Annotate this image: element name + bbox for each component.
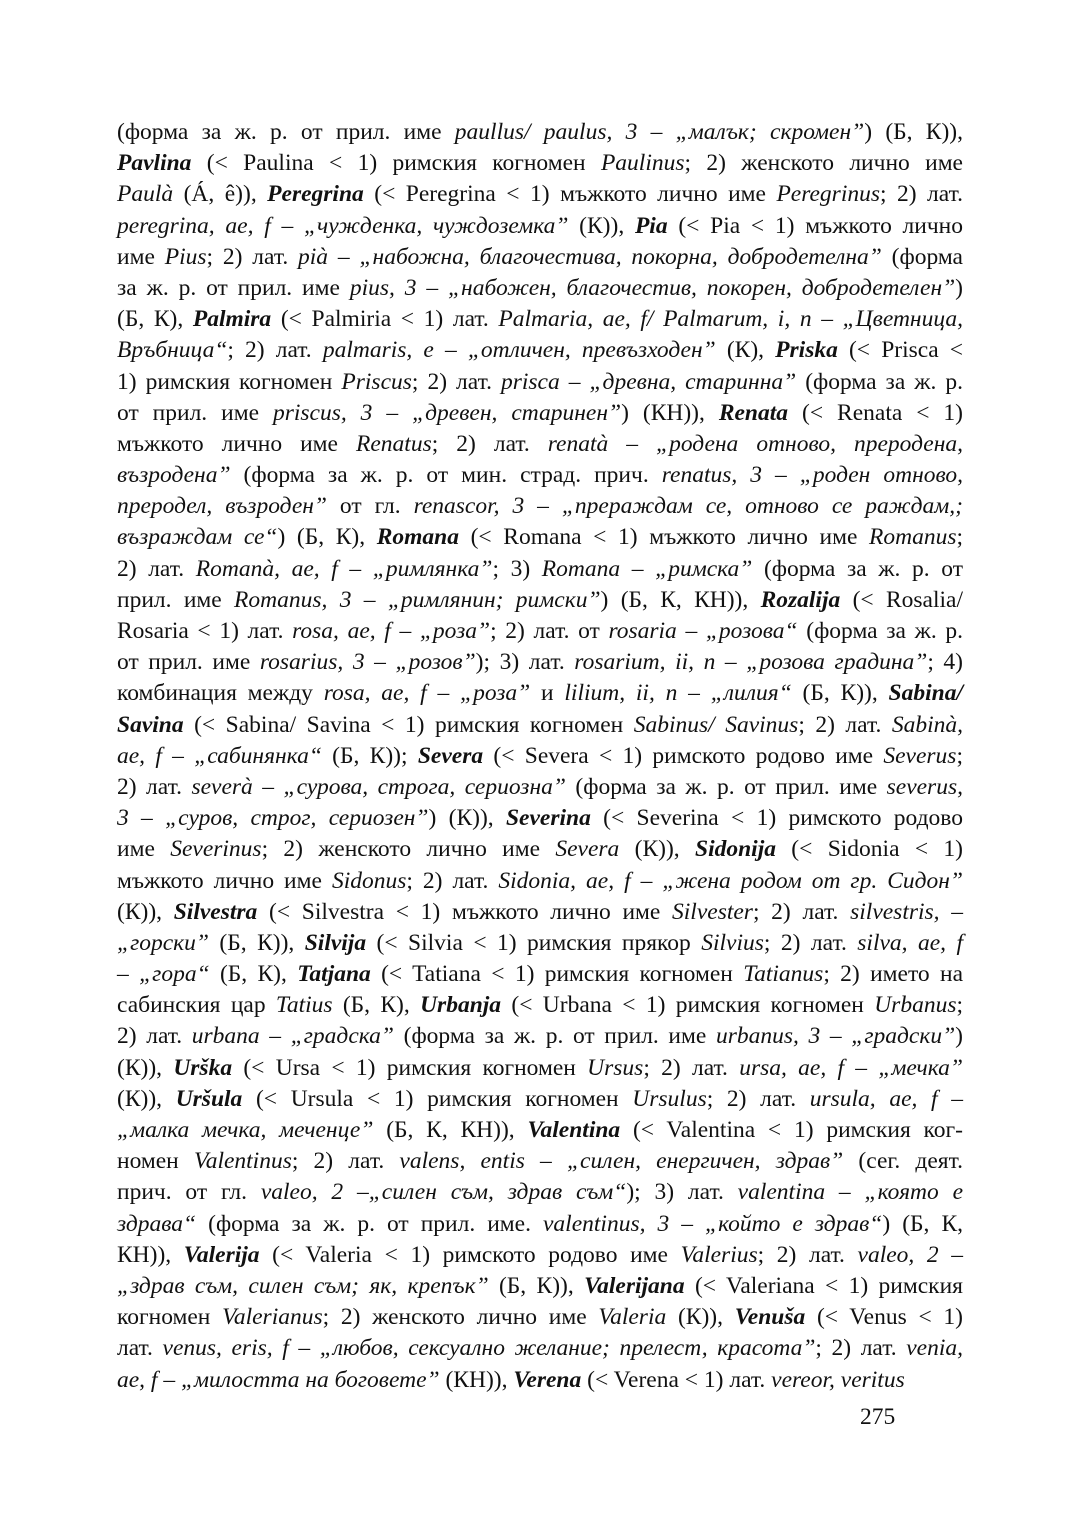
text-run: 2) лат. [117, 555, 196, 582]
italic-run: ae, f – „сабинянка“ [117, 742, 322, 769]
italic-run: renatus, 3 – „роден отново, [661, 462, 963, 489]
italic-run: Romanà, ae, f – „римлянка” [195, 555, 493, 582]
text-run: (Б, К, КН)), [373, 1117, 528, 1143]
text-run: ; 2) лат. [752, 898, 851, 925]
text-run: (форма за ж. р. от [752, 555, 963, 582]
italic-run: Severinus [170, 836, 262, 863]
italic-run: paullus/ paulus, 3 – „малък; скромен” [454, 119, 865, 145]
text-run: ; 2) лат. [227, 337, 323, 364]
text-line [117, 1240, 963, 1271]
text-run: от гл. [326, 493, 414, 520]
italic-run: venus, eris, f – „любов, сексуално желание; прелест, красота” [162, 1335, 816, 1362]
italic-run: lilium, ii, n – „лилия“ [564, 680, 792, 707]
italic-run: Paulinus [600, 150, 685, 177]
text-run: ) (Б, К), [277, 524, 377, 551]
italic-run: – „гора“ [117, 961, 210, 988]
text-line [117, 367, 963, 398]
text-run: ; 2) женското лично име [261, 836, 556, 863]
text-run: ) (Б, К)), [864, 119, 963, 145]
text-run: сабинския цар [117, 992, 276, 1019]
text-run: (Б, К)), [791, 680, 889, 707]
text-run: (Б, К), [332, 992, 421, 1019]
italic-run: Ursus [587, 1054, 644, 1081]
italic-run: „здрав съм, силен съм; як, крепък” [117, 1272, 489, 1299]
text-run: ; 2) лат. [706, 1085, 810, 1112]
text-run: Rosaria < 1) лат. [117, 618, 293, 644]
text-line [117, 304, 963, 335]
text-run: ; 2) лат. [406, 867, 499, 894]
headword: Venuša [734, 1304, 806, 1331]
italic-run: silva, ae, f [857, 929, 963, 956]
headword: Sabina/ [888, 680, 963, 707]
text-run: ; 2) женското лично име [684, 150, 963, 177]
italic-run: Urbanus [874, 992, 957, 1019]
text-run: ; [956, 992, 963, 1019]
text-run: ; 2) женското лично име [322, 1304, 599, 1331]
text-line [117, 897, 963, 928]
italic-run: urbanus, 3 – „градски” [715, 1023, 956, 1050]
italic-run: Silvester [672, 898, 753, 925]
text-run: ; 2) лат. [815, 1335, 907, 1362]
italic-run: palmaris, e – „отличен, превъзходен” [322, 337, 716, 364]
text-run: ; 2) лат. [291, 1148, 400, 1175]
text-run: (К), [715, 337, 776, 364]
text-line [117, 928, 963, 959]
page-number: 275 [860, 1404, 896, 1430]
text-run: (< Rosalia/ [840, 586, 963, 613]
italic-run: rosaria – „розова“ [608, 618, 798, 644]
text-line [117, 1115, 963, 1146]
headword: Romana [376, 524, 459, 551]
italic-run: Sidonus [331, 867, 407, 894]
headword: Pavlina [117, 150, 192, 177]
text-line [117, 959, 963, 990]
text-run: (< Severina < 1) римското родово [590, 805, 963, 832]
text-line [117, 398, 963, 429]
italic-run: „малка мечка, меченце” [117, 1117, 374, 1143]
text-run: (форма за ж. р. от прил. име [117, 119, 455, 145]
italic-run: Sabinus/ Savinus [633, 711, 799, 738]
text-run: (< Peregrina < 1) мъжкото лично име [363, 181, 777, 208]
headword: Verena [513, 1366, 582, 1393]
text-run: (< Valentina < 1) римския ког- [620, 1117, 963, 1143]
text-line [117, 1146, 963, 1177]
text-run: (К)), [117, 898, 174, 925]
text-run: ; 2) лат. [798, 711, 892, 738]
text-run: (Б, К)), [488, 1272, 585, 1299]
text-run: (< Silvestra < 1) мъжкото лично име [257, 898, 673, 925]
italic-run: ae, f – „милостта на боговете” [117, 1366, 440, 1393]
text-line [117, 1021, 963, 1052]
text-line [117, 522, 963, 553]
body-text [117, 117, 963, 1396]
text-run: (< Severa < 1) римското родово име [483, 742, 884, 769]
headword: Valentina [527, 1117, 621, 1143]
text-run: ; 4) [927, 649, 964, 676]
text-run: (Б, К), [209, 961, 298, 988]
italic-run: „горски” [117, 929, 209, 956]
italic-run: venia, [906, 1335, 963, 1362]
text-run: ) [955, 1023, 963, 1050]
italic-run: priscus, 3 – „древен, старинен” [272, 399, 622, 426]
text-run: (форма за ж. р. [796, 368, 963, 395]
italic-run: valeo, 2 – [857, 1241, 964, 1268]
text-run: (< Tatiana < 1) римския когномен [370, 961, 744, 988]
italic-run: Valentinus [193, 1148, 292, 1175]
text-run: (форма за ж. р. от прил. име [393, 1023, 716, 1050]
italic-run: възраждам се“ [117, 524, 278, 551]
text-line [117, 1365, 963, 1396]
text-run: (форма [881, 243, 963, 270]
text-run: (сег. деят. [843, 1148, 963, 1175]
headword: Renata [718, 399, 789, 426]
italic-run: Priscus [341, 368, 412, 395]
text-run: ; 2) лат. [206, 243, 299, 270]
text-line [117, 554, 963, 585]
italic-run: Valerianus [222, 1304, 323, 1331]
italic-run: Sabinà, [891, 711, 963, 738]
text-run: ) (КН)), [621, 399, 719, 426]
italic-run: pià – „набожна, благочестива, покорна, добродетелна” [298, 243, 882, 270]
italic-run: rosarius, 3 – „розов” [259, 649, 476, 676]
italic-run: valeo, 2 –„силен съм, здрав съм“ [260, 1179, 627, 1206]
text-run: име [117, 243, 165, 270]
headword: Valerija [183, 1241, 260, 1268]
text-run: (< Venus < 1) [805, 1304, 963, 1331]
text-run: когномен [117, 1304, 223, 1331]
text-run: (К)), [619, 836, 695, 863]
text-run: мъжкото лично име [117, 867, 332, 894]
headword: Priska [775, 337, 838, 364]
text-run: ; 2) лат. [757, 1241, 858, 1268]
italic-run: rosa, ae, f – „роза” [292, 618, 491, 644]
text-run: (форма за ж. р. от прил. име [565, 773, 887, 800]
italic-run: valentinus, 3 – „който е здрав“ [543, 1210, 883, 1237]
text-run: (форма за ж. р. от прил. име. [196, 1210, 543, 1237]
italic-run: Paulà [117, 181, 174, 208]
text-run: ; 2) лат. [411, 368, 501, 395]
text-run: ) (К)), [428, 805, 506, 832]
italic-run: severà – „сурова, строга, сериозна” [191, 773, 566, 800]
italic-run: 3 – „суров, строг, сериозен” [117, 805, 429, 832]
text-line [117, 1333, 963, 1364]
text-run: (Б, К)), [208, 929, 305, 956]
text-line [117, 647, 963, 678]
text-run: лат. [117, 1335, 163, 1362]
text-run: (К)), [568, 212, 635, 239]
text-run: ; 3) [492, 555, 542, 582]
italic-run: Връбница“ [117, 337, 228, 364]
italic-run: vereor, veritus [771, 1366, 905, 1393]
text-run: (< Silvia < 1) римския прякор [366, 929, 702, 956]
text-run: (Б, К)); [321, 742, 418, 769]
italic-run: Silvius [701, 929, 764, 956]
text-run: ; 2) лат. [431, 430, 548, 457]
italic-run: Palmaria, ae, f/ Palmarum, i, n – „Цветница, [498, 306, 963, 333]
italic-run: преродел, възроден” [117, 493, 327, 520]
italic-run: Valerius [680, 1241, 758, 1268]
headword: Urška [173, 1054, 233, 1081]
text-line [117, 117, 963, 148]
text-run: (форма за ж. р. [797, 618, 963, 644]
headword: Tatjana [297, 961, 371, 988]
text-run: (КН)), [439, 1366, 514, 1393]
text-line [117, 866, 963, 897]
italic-run: ursula, ae, f – [809, 1085, 963, 1112]
headword: Valerijana [584, 1272, 685, 1299]
headword: Silvija [304, 929, 367, 956]
text-run: КН)), [117, 1241, 184, 1268]
text-run: (< Prisca < [837, 337, 963, 364]
text-line [117, 460, 963, 491]
text-run: (< Renata < 1) [788, 399, 964, 426]
text-line [117, 491, 963, 522]
text-run: ); 3) лат. [475, 649, 575, 676]
headword: Savina [117, 711, 184, 738]
text-line [117, 1177, 963, 1208]
text-run: ; 2) лат. [880, 181, 963, 208]
text-run: ); 3) лат. [626, 1179, 738, 1206]
text-run: и [530, 680, 565, 707]
headword: Silvestra [173, 898, 258, 925]
italic-run: Romana – „римска” [541, 555, 753, 582]
text-line [117, 148, 963, 179]
headword: Urbanja [420, 992, 502, 1019]
text-run: мъжкото лично име [117, 430, 356, 457]
italic-run: renatà – „родена отново, преродена, [547, 430, 963, 457]
headword: Severa [417, 742, 484, 769]
text-run: (< Palmiria < 1) лат. [271, 306, 499, 333]
italic-run: rosa, ae, f – „роза” [323, 680, 531, 707]
italic-run: Tatianus [743, 961, 824, 988]
text-run: (< Valeriana < 1) римския [684, 1272, 963, 1299]
text-line [117, 678, 963, 709]
italic-run: Renatus [356, 430, 432, 457]
text-line [117, 741, 963, 772]
italic-run: Severus [883, 742, 957, 769]
text-run: ; [956, 524, 964, 551]
text-run: (К)), [666, 1304, 735, 1331]
headword: Pia [634, 212, 668, 239]
text-run: ; 2) името на [823, 961, 963, 988]
text-run: име [117, 836, 171, 863]
italic-run: Ursulus [632, 1085, 707, 1112]
italic-run: здрава“ [117, 1210, 197, 1237]
text-run: (< Romana < 1) мъжкото лично име [458, 524, 869, 551]
italic-run: Romanus, 3 – „римлянин; римски” [234, 586, 601, 613]
headword: Peregrina [267, 181, 364, 208]
italic-run: peregrina, ae, f – „чужденка, чуждоземка” [117, 212, 569, 239]
text-run: комбинация между [117, 680, 324, 707]
text-run: (< Ursula < 1) римския когномен [242, 1085, 633, 1112]
text-line [117, 179, 963, 210]
text-line [117, 990, 963, 1021]
text-run: (< Valeria < 1) римското родово име [259, 1241, 681, 1268]
text-line [117, 1053, 963, 1084]
italic-run: Sidonia, ae, f – „жена родом от гр. Сидон” [498, 867, 963, 894]
text-run: за ж. р. от прил. име [117, 274, 350, 301]
italic-run: valentina – „която е [737, 1179, 964, 1206]
headword: Palmira [192, 306, 272, 333]
text-line [117, 616, 963, 647]
text-run: 2) лат. [117, 1023, 192, 1050]
text-line [117, 1209, 963, 1240]
text-line [117, 1271, 963, 1302]
text-line [117, 1302, 963, 1333]
text-run: (К)), [117, 1085, 176, 1112]
text-run: (< Sidonia < 1) [775, 836, 963, 863]
italic-run: Severa [555, 836, 620, 863]
text-line [117, 710, 963, 741]
text-run: прич. от гл. [117, 1179, 261, 1206]
italic-run: Valeria [598, 1304, 667, 1331]
italic-run: renascor, 3 – „прераждам се, отново се раждам,; [413, 493, 963, 520]
text-line [117, 242, 963, 273]
text-line [117, 772, 963, 803]
italic-run: Pius [164, 243, 207, 270]
italic-run: silvestris, – [850, 898, 963, 925]
text-line [117, 335, 963, 366]
text-line [117, 211, 963, 242]
text-run: 2) лат. [117, 773, 192, 800]
italic-run: pius, 3 – „набожен, благочестив, покорен, добродетелен” [349, 274, 956, 301]
italic-run: Peregrinus [776, 181, 880, 208]
text-line [117, 585, 963, 616]
italic-run: urbana – „градска” [191, 1023, 394, 1050]
text-run: (< Ursa < 1) римския когномен [232, 1054, 588, 1081]
text-run: (< Verena < 1) лат. [581, 1366, 772, 1393]
italic-run: ursa, ae, f – „мечка” [739, 1054, 963, 1081]
text-run: (< Sabina/ Savina < 1) римския когномен [183, 711, 634, 738]
text-run: (К)), [117, 1054, 174, 1081]
headword: Uršula [175, 1085, 243, 1112]
text-run: (< Pia < 1) мъжкото лично [667, 212, 964, 239]
headword: Severina [505, 805, 591, 832]
text-run: прил. име [117, 586, 235, 613]
headword: Rozalija [760, 586, 841, 613]
italic-run: Romanus [869, 524, 957, 551]
text-line [117, 429, 963, 460]
text-run: ; 2) лат. от [490, 618, 609, 644]
italic-run: prisca – „древна, старинна” [500, 368, 797, 395]
text-run: ; 2) лат. [643, 1054, 740, 1081]
text-run: (форма за ж. р. от мин. страд. прич. [230, 462, 662, 489]
text-run: ) [955, 274, 963, 301]
text-line [117, 803, 963, 834]
italic-run: severus, [886, 773, 963, 800]
text-run: ; 2) лат. [763, 929, 858, 956]
italic-run: valens, entis – „силен, енергичен, здрав” [399, 1148, 844, 1175]
text-run: (< Urbana < 1) римския когномен [501, 992, 875, 1019]
italic-run: rosarium, ii, n – „розова градина” [574, 649, 928, 676]
text-run: от прил. име [117, 399, 273, 426]
text-run: от прил. име [117, 649, 260, 676]
text-run: ; [956, 742, 963, 769]
text-line [117, 834, 963, 865]
text-run: номен [117, 1148, 194, 1175]
italic-run: възродена” [117, 462, 231, 489]
headword: Sidonija [695, 836, 776, 863]
text-run: ) (Б, К, КН)), [600, 586, 761, 613]
text-run: (Б, К), [117, 306, 193, 333]
text-line [117, 273, 963, 304]
text-line [117, 1084, 963, 1115]
text-run: 1) римския когномен [117, 368, 342, 395]
text-run: (Á, ê)), [173, 181, 268, 208]
text-run: ) (Б, К, [882, 1210, 963, 1237]
text-run: (< Paulina < 1) римския когномен [191, 150, 601, 177]
italic-run: Tatius [275, 992, 333, 1019]
